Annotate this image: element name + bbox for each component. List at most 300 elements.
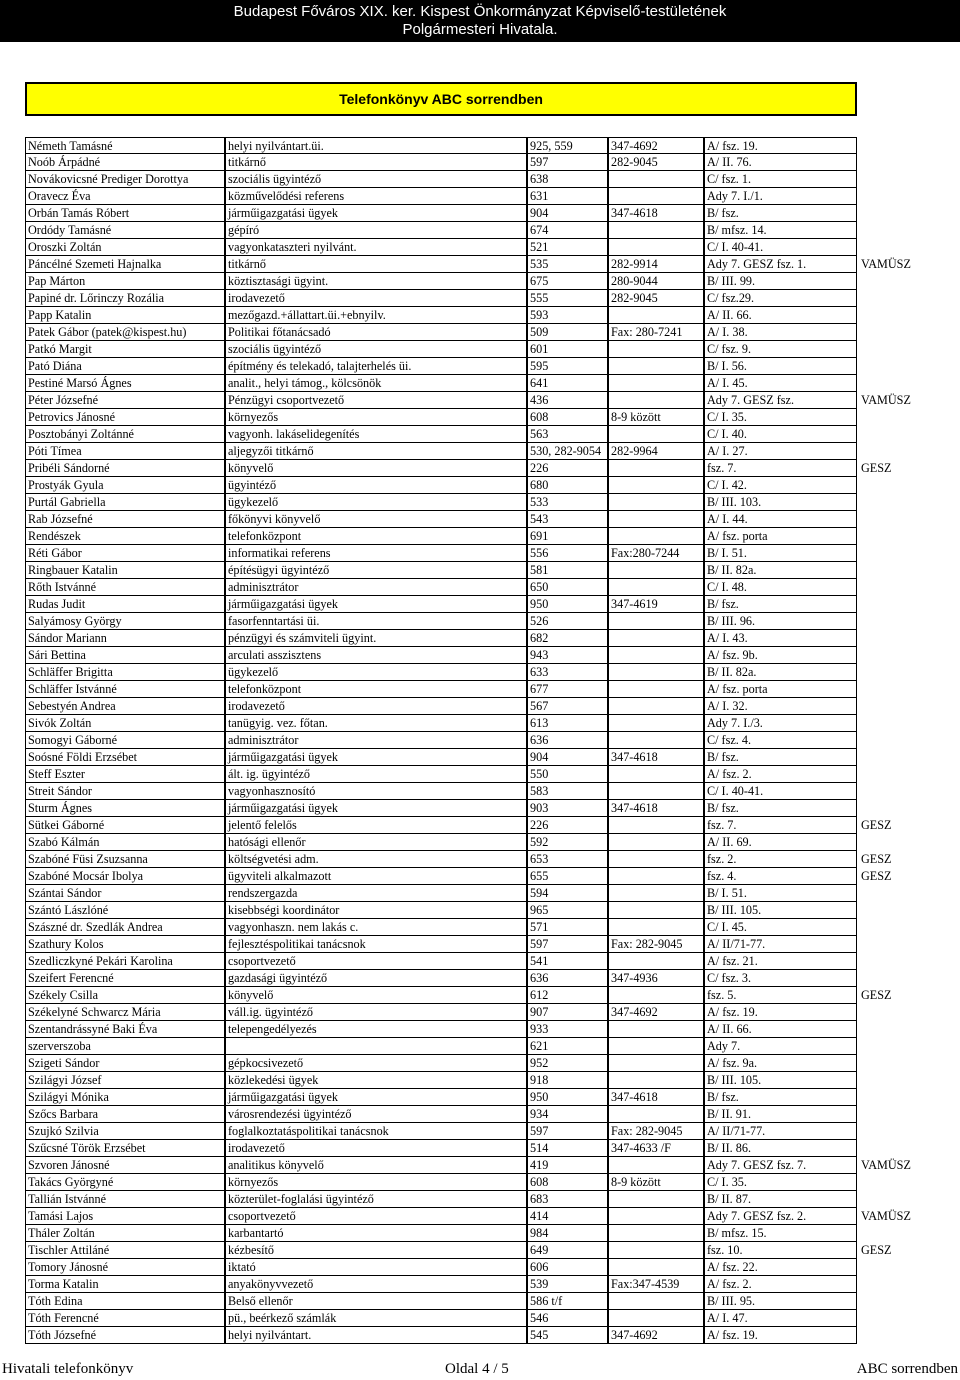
- extension-cell: 613: [527, 715, 608, 732]
- role-cell: mezőgazd.+állattart.üi.+ebnyilv.: [225, 307, 527, 324]
- unit-cell: [859, 1191, 959, 1208]
- extension-cell: 608: [527, 409, 608, 426]
- phone-cell: [608, 919, 704, 936]
- room-cell: A/ fsz. porta: [704, 528, 857, 545]
- room-cell: C/ fsz.29.: [704, 290, 857, 307]
- name-cell: Oroszki Zoltán: [25, 239, 225, 256]
- phone-cell: [608, 851, 704, 868]
- table-row: [25, 477, 960, 494]
- name-cell: Szentandrássyné Baki Éva: [25, 1021, 225, 1038]
- phone-cell: [608, 1072, 704, 1089]
- role-cell: szociális ügyintéző: [225, 341, 527, 358]
- table-row: [25, 426, 960, 443]
- role-cell: anyakönyvvezető: [225, 1276, 527, 1293]
- role-cell: könyvelő: [225, 460, 527, 477]
- extension-cell: 934: [527, 1106, 608, 1123]
- header-line-1: Budapest Főváros XIX. ker. Kispest Önkormányzat Képviselő-testületének: [233, 3, 727, 20]
- table-row: [25, 1191, 960, 1208]
- unit-cell: VAMÜSZ: [861, 393, 911, 407]
- room-cell: B/ fsz.: [704, 596, 857, 613]
- table-row: [25, 817, 960, 834]
- table-row: [25, 307, 960, 324]
- phone-cell: Fax: 282-9045: [608, 936, 704, 953]
- room-cell: B/ I. 51.: [704, 545, 857, 562]
- table-row: [25, 562, 960, 579]
- extension-cell: 597: [527, 1123, 608, 1140]
- table-row: [25, 1293, 960, 1310]
- extension-cell: 903: [527, 800, 608, 817]
- phone-cell: Fax:347-4539: [608, 1276, 704, 1293]
- table-row: [25, 579, 960, 596]
- room-cell: A/ I. 32.: [704, 698, 857, 715]
- extension-cell: 608: [527, 1174, 608, 1191]
- name-cell: Szabóné Füsi Zsuzsanna: [25, 851, 225, 868]
- phone-cell: 347-4692: [608, 137, 704, 154]
- name-cell: Posztobányi Zoltánné: [25, 426, 225, 443]
- extension-cell: 509: [527, 324, 608, 341]
- extension-cell: 649: [527, 1242, 608, 1259]
- name-cell: Szedliczkyné Pekári Karolina: [25, 953, 225, 970]
- phone-cell: [608, 698, 704, 715]
- extension-cell: 567: [527, 698, 608, 715]
- phone-cell: 282-9045: [608, 154, 704, 171]
- name-cell: Pribéli Sándorné: [25, 460, 225, 477]
- name-cell: Schläffer Brigitta: [25, 664, 225, 681]
- unit-cell: [859, 1038, 959, 1055]
- header-line-2: Polgármesteri Hivatala.: [402, 21, 558, 38]
- name-cell: Szeifert Ferencné: [25, 970, 225, 987]
- room-cell: A/ fsz. 9b.: [704, 647, 857, 664]
- unit-cell: [859, 1055, 959, 1072]
- table-row: [25, 970, 960, 987]
- role-cell: helyi nyilvántart.üi.: [225, 137, 527, 154]
- role-cell: aljegyzői titkárnő: [225, 443, 527, 460]
- role-cell: iktató: [225, 1259, 527, 1276]
- room-cell: B/ mfsz. 14.: [704, 222, 857, 239]
- phone-cell: [608, 1293, 704, 1310]
- extension-cell: 583: [527, 783, 608, 800]
- extension-cell: 950: [527, 596, 608, 613]
- name-cell: Salyámosy György: [25, 613, 225, 630]
- table-row: [25, 154, 960, 171]
- table-row: [25, 596, 960, 613]
- role-cell: vagyonh. lakáselidegenítés: [225, 426, 527, 443]
- phone-cell: [608, 885, 704, 902]
- room-cell: C/ fsz. 1.: [704, 171, 857, 188]
- name-cell: Székely Csilla: [25, 987, 225, 1004]
- role-cell: kézbesítő: [225, 1242, 527, 1259]
- room-cell: A/ fsz. 9a.: [704, 1055, 857, 1072]
- role-cell: ügyintéző: [225, 477, 527, 494]
- role-cell: karbantartó: [225, 1225, 527, 1242]
- phone-cell: [608, 494, 704, 511]
- table-row: [25, 613, 960, 630]
- role-cell: rendszergazda: [225, 885, 527, 902]
- role-cell: ügykezelő: [225, 494, 527, 511]
- name-cell: Sturm Ágnes: [25, 800, 225, 817]
- table-row: [25, 137, 960, 154]
- name-cell: Szujkó Szilvia: [25, 1123, 225, 1140]
- name-cell: Tallián Istvánné: [25, 1191, 225, 1208]
- unit-cell: VAMÜSZ: [861, 257, 911, 271]
- role-cell: könyvelő: [225, 987, 527, 1004]
- extension-cell: 653: [527, 851, 608, 868]
- extension-cell: 581: [527, 562, 608, 579]
- role-cell: környezős: [225, 1174, 527, 1191]
- table-row: [25, 1055, 960, 1072]
- extension-cell: 597: [527, 936, 608, 953]
- extension-cell: 904: [527, 205, 608, 222]
- name-cell: Szűcsné Török Erzsébet: [25, 1140, 225, 1157]
- unit-cell: [859, 1310, 959, 1327]
- role-cell: építésügyi ügyintéző: [225, 562, 527, 579]
- name-cell: Póti Tímea: [25, 443, 225, 460]
- phone-cell: [608, 460, 704, 477]
- unit-cell: [859, 596, 959, 613]
- unit-cell: GESZ: [861, 1243, 892, 1257]
- unit-cell: [859, 800, 959, 817]
- phone-cell: [608, 477, 704, 494]
- phone-cell: [608, 511, 704, 528]
- table-row: [25, 290, 960, 307]
- extension-cell: 984: [527, 1225, 608, 1242]
- role-cell: pénzügyi és számviteli ügyint.: [225, 630, 527, 647]
- extension-cell: 638: [527, 171, 608, 188]
- table-row: [25, 1004, 960, 1021]
- extension-cell: 535: [527, 256, 608, 273]
- role-cell: adminisztrátor: [225, 579, 527, 596]
- unit-cell: [859, 1089, 959, 1106]
- table-row: [25, 783, 960, 800]
- table-row: [25, 698, 960, 715]
- table-row: [25, 664, 960, 681]
- room-cell: A/ fsz. 19.: [704, 1004, 857, 1021]
- unit-cell: [859, 1106, 959, 1123]
- table-row: [25, 766, 960, 783]
- room-cell: C/ I. 40-41.: [704, 783, 857, 800]
- extension-cell: 683: [527, 1191, 608, 1208]
- extension-cell: 436: [527, 392, 608, 409]
- phone-cell: [608, 1225, 704, 1242]
- phone-cell: [608, 222, 704, 239]
- name-cell: Pap Márton: [25, 273, 225, 290]
- extension-cell: 571: [527, 919, 608, 936]
- extension-cell: 952: [527, 1055, 608, 1072]
- table-row: [25, 188, 960, 205]
- unit-cell: [859, 715, 959, 732]
- unit-cell: [859, 613, 959, 630]
- unit-cell: [859, 324, 959, 341]
- phone-cell: [608, 868, 704, 885]
- room-cell: Ady 7. GESZ fsz. 1.: [704, 256, 857, 273]
- role-cell: irodavezető: [225, 290, 527, 307]
- name-cell: Páncélné Szemeti Hajnalka: [25, 256, 225, 273]
- room-cell: C/ I. 40-41.: [704, 239, 857, 256]
- extension-cell: 419: [527, 1157, 608, 1174]
- phone-cell: [608, 732, 704, 749]
- phone-cell: [608, 902, 704, 919]
- unit-cell: [859, 749, 959, 766]
- phone-cell: 347-4618: [608, 205, 704, 222]
- name-cell: Sivók Zoltán: [25, 715, 225, 732]
- role-cell: járműigazgatási ügyek: [225, 1089, 527, 1106]
- name-cell: Szabó Kálmán: [25, 834, 225, 851]
- phone-cell: [608, 1157, 704, 1174]
- room-cell: B/ II. 82a.: [704, 664, 857, 681]
- room-cell: A/ I. 47.: [704, 1310, 857, 1327]
- phone-cell: Fax: 282-9045: [608, 1123, 704, 1140]
- role-cell: fasorfenntartási üi.: [225, 613, 527, 630]
- unit-cell: [859, 494, 959, 511]
- role-cell: ügyviteli alkalmazott: [225, 868, 527, 885]
- table-row: [25, 732, 960, 749]
- role-cell: analitikus könyvelő: [225, 1157, 527, 1174]
- room-cell: C/ I. 35.: [704, 409, 857, 426]
- table-row: [25, 1208, 960, 1225]
- table-row: [25, 1225, 960, 1242]
- room-cell: A/ fsz. 2.: [704, 1276, 857, 1293]
- phone-cell: [608, 987, 704, 1004]
- phone-cell: 280-9044: [608, 273, 704, 290]
- role-cell: csoportvezető: [225, 953, 527, 970]
- extension-cell: 563: [527, 426, 608, 443]
- phone-cell: [608, 188, 704, 205]
- phone-cell: 347-4936: [608, 970, 704, 987]
- name-cell: Patkó Margit: [25, 341, 225, 358]
- extension-cell: 907: [527, 1004, 608, 1021]
- name-cell: Tóth Edina: [25, 1293, 225, 1310]
- unit-cell: [859, 1140, 959, 1157]
- extension-cell: 674: [527, 222, 608, 239]
- unit-cell: [859, 1123, 959, 1140]
- phone-cell: [608, 1106, 704, 1123]
- extension-cell: 533: [527, 494, 608, 511]
- phone-cell: [608, 783, 704, 800]
- phone-cell: Fax: 280-7241: [608, 324, 704, 341]
- phone-cell: 8-9 között: [608, 1174, 704, 1191]
- page-footer: [0, 1359, 960, 1379]
- phone-cell: [608, 1208, 704, 1225]
- role-cell: irodavezető: [225, 698, 527, 715]
- unit-cell: [859, 783, 959, 800]
- room-cell: B/ fsz.: [704, 205, 857, 222]
- name-cell: Tháler Zoltán: [25, 1225, 225, 1242]
- page-title: Telefonkönyv ABC sorrendben: [339, 91, 543, 107]
- extension-cell: 675: [527, 273, 608, 290]
- phone-table: [25, 137, 960, 1344]
- role-cell: foglalkoztatáspolitikai tanácsnok: [225, 1123, 527, 1140]
- room-cell: B/ I. 56.: [704, 358, 857, 375]
- room-cell: fsz. 2.: [704, 851, 857, 868]
- phone-cell: [608, 562, 704, 579]
- phone-cell: [608, 613, 704, 630]
- unit-cell: [859, 1259, 959, 1276]
- room-cell: C/ I. 35.: [704, 1174, 857, 1191]
- name-cell: Németh Tamásné: [25, 137, 225, 154]
- name-cell: Novákovicsné Prediger Dorottya: [25, 171, 225, 188]
- unit-cell: [859, 239, 959, 256]
- room-cell: B/ III. 96.: [704, 613, 857, 630]
- name-cell: Szilágyi Mónika: [25, 1089, 225, 1106]
- room-cell: B/ II. 86.: [704, 1140, 857, 1157]
- role-cell: főkönyvi könyvelő: [225, 511, 527, 528]
- role-cell: járműigazgatási ügyek: [225, 205, 527, 222]
- name-cell: Székelyné Schwarcz Mária: [25, 1004, 225, 1021]
- unit-cell: VAMÜSZ: [861, 1209, 911, 1223]
- role-cell: [225, 1038, 527, 1055]
- footer-left: Hivatali telefonkönyv: [2, 1361, 134, 1377]
- table-row: [25, 409, 960, 426]
- extension-cell: 226: [527, 460, 608, 477]
- role-cell: közlekedési ügyek: [225, 1072, 527, 1089]
- role-cell: vagyonkataszteri nyilvánt.: [225, 239, 527, 256]
- extension-cell: 636: [527, 732, 608, 749]
- table-row: [25, 1089, 960, 1106]
- name-cell: Oravecz Éva: [25, 188, 225, 205]
- table-row: [25, 1310, 960, 1327]
- extension-cell: 593: [527, 307, 608, 324]
- name-cell: Sebestyén Andrea: [25, 698, 225, 715]
- table-row: [25, 528, 960, 545]
- phone-cell: [608, 171, 704, 188]
- role-cell: ügykezelő: [225, 664, 527, 681]
- room-cell: B/ III. 105.: [704, 1072, 857, 1089]
- role-cell: vagyonhaszn. nem lakás c.: [225, 919, 527, 936]
- extension-cell: 226: [527, 817, 608, 834]
- table-row: [25, 239, 960, 256]
- role-cell: köztisztasági ügyint.: [225, 273, 527, 290]
- extension-cell: 612: [527, 987, 608, 1004]
- table-row: [25, 1276, 960, 1293]
- table-row: [25, 1140, 960, 1157]
- room-cell: C/ I. 48.: [704, 579, 857, 596]
- name-cell: Szilágyi József: [25, 1072, 225, 1089]
- name-cell: Tischler Attiláné: [25, 1242, 225, 1259]
- unit-cell: [859, 409, 959, 426]
- role-cell: hatósági ellenőr: [225, 834, 527, 851]
- room-cell: A/ I. 43.: [704, 630, 857, 647]
- room-cell: A/ I. 27.: [704, 443, 857, 460]
- unit-cell: [859, 1293, 959, 1310]
- unit-cell: [859, 1021, 959, 1038]
- room-cell: A/ II/71-77.: [704, 936, 857, 953]
- name-cell: Szabóné Mocsár Ibolya: [25, 868, 225, 885]
- phone-cell: [608, 426, 704, 443]
- unit-cell: [859, 188, 959, 205]
- extension-cell: 680: [527, 477, 608, 494]
- phone-cell: [608, 1310, 704, 1327]
- unit-cell: [859, 358, 959, 375]
- unit-cell: [859, 970, 959, 987]
- phone-cell: 347-4619: [608, 596, 704, 613]
- name-cell: Szántai Sándor: [25, 885, 225, 902]
- room-cell: Ady 7. I./1.: [704, 188, 857, 205]
- extension-cell: 546: [527, 1310, 608, 1327]
- extension-cell: 586 t/f: [527, 1293, 608, 1310]
- room-cell: A/ II/71-77.: [704, 1123, 857, 1140]
- unit-cell: [859, 545, 959, 562]
- table-row: [25, 222, 960, 239]
- name-cell: Purtál Gabriella: [25, 494, 225, 511]
- room-cell: A/ II. 66.: [704, 307, 857, 324]
- role-cell: Politikai főtanácsadó: [225, 324, 527, 341]
- extension-cell: 530, 282-9054: [527, 443, 608, 460]
- footer-right: ABC sorrendben: [856, 1361, 958, 1377]
- room-cell: A/ II. 66.: [704, 1021, 857, 1038]
- table-row: [25, 936, 960, 953]
- extension-cell: 555: [527, 290, 608, 307]
- name-cell: Rab Józsefné: [25, 511, 225, 528]
- role-cell: csoportvezető: [225, 1208, 527, 1225]
- table-row: [25, 324, 960, 341]
- name-cell: Ringbauer Katalin: [25, 562, 225, 579]
- unit-cell: VAMÜSZ: [861, 1158, 911, 1172]
- name-cell: Pestiné Marsó Ágnes: [25, 375, 225, 392]
- phone-cell: [608, 307, 704, 324]
- unit-cell: [859, 681, 959, 698]
- role-cell: Pénzügyi csoportvezető: [225, 392, 527, 409]
- extension-cell: 606: [527, 1259, 608, 1276]
- role-cell: telepengedélyezés: [225, 1021, 527, 1038]
- name-cell: Sári Bettina: [25, 647, 225, 664]
- table-row: [25, 834, 960, 851]
- unit-cell: [859, 426, 959, 443]
- table-row: [25, 987, 960, 1004]
- unit-cell: [859, 375, 959, 392]
- room-cell: C/ I. 40.: [704, 426, 857, 443]
- phone-cell: 347-4618: [608, 1089, 704, 1106]
- room-cell: C/ I. 42.: [704, 477, 857, 494]
- table-row: [25, 358, 960, 375]
- name-cell: Szászné dr. Szedlák Andrea: [25, 919, 225, 936]
- table-row: [25, 1174, 960, 1191]
- table-row: [25, 681, 960, 698]
- table-row: [25, 511, 960, 528]
- unit-cell: [859, 885, 959, 902]
- phone-cell: [608, 1021, 704, 1038]
- phone-cell: [608, 664, 704, 681]
- role-cell: járműigazgatási ügyek: [225, 800, 527, 817]
- unit-cell: [859, 664, 959, 681]
- role-cell: gazdasági ügyintéző: [225, 970, 527, 987]
- table-row: [25, 1259, 960, 1276]
- unit-cell: [859, 1327, 959, 1344]
- name-cell: Prostyák Gyula: [25, 477, 225, 494]
- unit-cell: GESZ: [861, 461, 892, 475]
- name-cell: Tamási Lajos: [25, 1208, 225, 1225]
- role-cell: telefonközpont: [225, 681, 527, 698]
- phone-cell: [608, 375, 704, 392]
- extension-cell: 594: [527, 885, 608, 902]
- role-cell: adminisztrátor: [225, 732, 527, 749]
- unit-cell: [859, 443, 959, 460]
- role-cell: költségvetési adm.: [225, 851, 527, 868]
- table-row: [25, 1072, 960, 1089]
- table-row: [25, 647, 960, 664]
- unit-cell: GESZ: [861, 869, 892, 883]
- phone-cell: [608, 528, 704, 545]
- name-cell: Torma Katalin: [25, 1276, 225, 1293]
- name-cell: Rőth Istvánné: [25, 579, 225, 596]
- table-row: [25, 256, 960, 273]
- room-cell: B/ III. 99.: [704, 273, 857, 290]
- name-cell: Szigeti Sándor: [25, 1055, 225, 1072]
- unit-cell: [859, 953, 959, 970]
- table-row: [25, 630, 960, 647]
- role-cell: irodavezető: [225, 1140, 527, 1157]
- name-cell: Szántó Lászlóné: [25, 902, 225, 919]
- room-cell: A/ fsz. 19.: [704, 137, 857, 154]
